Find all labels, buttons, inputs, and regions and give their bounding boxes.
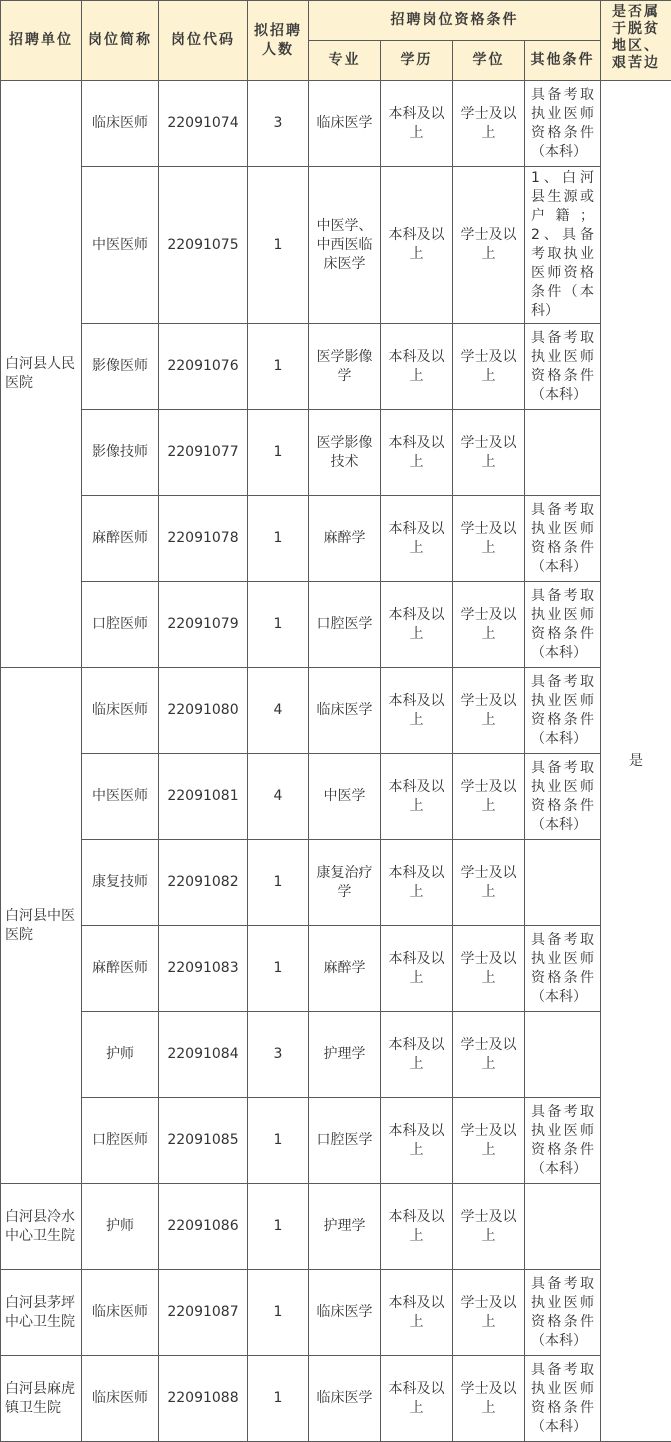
major-cell: 临床医学 [309, 81, 381, 167]
count-cell: 1 [248, 496, 309, 582]
major-cell: 护理学 [309, 1184, 381, 1270]
count-cell: 1 [248, 410, 309, 496]
header-unit: 招聘单位 [1, 1, 82, 81]
education-cell: 本科及以上 [381, 926, 453, 1012]
major-cell: 医学影像学 [309, 324, 381, 410]
post-code-cell: 22091088 [159, 1356, 248, 1442]
major-cell: 临床医学 [309, 668, 381, 754]
count-cell: 1 [248, 582, 309, 668]
major-cell: 医学影像技术 [309, 410, 381, 496]
other-conditions-cell: 具备考取执业医师资格条件（本科） [525, 668, 601, 754]
education-cell: 本科及以上 [381, 668, 453, 754]
deprived-area-cell: 是 [601, 81, 671, 1442]
degree-cell: 学士及以上 [453, 1098, 525, 1184]
table-row [1, 582, 671, 668]
post-name-cell: 中医医师 [82, 754, 159, 840]
count-cell: 1 [248, 324, 309, 410]
education-cell: 本科及以上 [381, 167, 453, 324]
degree-cell: 学士及以上 [453, 324, 525, 410]
major-cell: 口腔医学 [309, 1098, 381, 1184]
education-cell: 本科及以上 [381, 496, 453, 582]
major-cell: 中医学、中西医临床医学 [309, 167, 381, 324]
major-cell: 中医学 [309, 754, 381, 840]
post-code-cell: 22091087 [159, 1270, 248, 1356]
degree-cell: 学士及以上 [453, 1270, 525, 1356]
count-cell: 1 [248, 1184, 309, 1270]
post-name-cell: 口腔医师 [82, 582, 159, 668]
post-name-cell: 口腔医师 [82, 1098, 159, 1184]
other-conditions-cell: 具备考取执业医师资格条件（本科） [525, 926, 601, 1012]
table-row [1, 840, 671, 926]
post-code-cell: 22091079 [159, 582, 248, 668]
post-code-cell: 22091081 [159, 754, 248, 840]
degree-cell: 学士及以上 [453, 167, 525, 324]
post-code-cell: 22091083 [159, 926, 248, 1012]
post-name-cell: 中医医师 [82, 167, 159, 324]
post-code-cell: 22091075 [159, 167, 248, 324]
major-cell: 护理学 [309, 1012, 381, 1098]
table-row [1, 1098, 671, 1184]
other-conditions-cell: 具备考取执业医师资格条件（本科） [525, 1356, 601, 1442]
post-code-cell: 22091080 [159, 668, 248, 754]
other-conditions-cell [525, 1012, 601, 1098]
unit-cell: 白河县冷水中心卫生院 [1, 1184, 82, 1270]
other-conditions-cell: 具备考取执业医师资格条件（本科） [525, 1270, 601, 1356]
degree-cell: 学士及以上 [453, 926, 525, 1012]
count-cell: 3 [248, 81, 309, 167]
header-post-name: 岗位简称 [82, 1, 159, 81]
education-cell: 本科及以上 [381, 1098, 453, 1184]
count-cell: 1 [248, 1270, 309, 1356]
other-conditions-cell [525, 410, 601, 496]
degree-cell: 学士及以上 [453, 840, 525, 926]
education-cell: 本科及以上 [381, 1356, 453, 1442]
degree-cell: 学士及以上 [453, 754, 525, 840]
header-education: 学历 [381, 41, 453, 81]
education-cell: 本科及以上 [381, 1270, 453, 1356]
other-conditions-cell: 具备考取执业医师资格条件（本科） [525, 582, 601, 668]
degree-cell: 学士及以上 [453, 81, 525, 167]
table-row [1, 1012, 671, 1098]
degree-cell: 学士及以上 [453, 1356, 525, 1442]
table-row [1, 81, 671, 167]
count-cell: 1 [248, 167, 309, 324]
post-code-cell: 22091078 [159, 496, 248, 582]
count-cell: 1 [248, 1098, 309, 1184]
header-degree: 学位 [453, 41, 525, 81]
other-conditions-cell [525, 1184, 601, 1270]
degree-cell: 学士及以上 [453, 1184, 525, 1270]
header-count: 拟招聘人数 [248, 1, 309, 81]
degree-cell: 学士及以上 [453, 410, 525, 496]
post-code-cell: 22091076 [159, 324, 248, 410]
table-row [1, 410, 671, 496]
table-row [1, 167, 671, 324]
count-cell: 4 [248, 668, 309, 754]
other-conditions-cell [525, 840, 601, 926]
other-conditions-cell: 具备考取执业医师资格条件（本科） [525, 81, 601, 167]
education-cell: 本科及以上 [381, 582, 453, 668]
header-major: 专业 [309, 41, 381, 81]
major-cell: 麻醉学 [309, 926, 381, 1012]
other-conditions-cell: 具备考取执业医师资格条件（本科） [525, 496, 601, 582]
post-name-cell: 临床医师 [82, 1270, 159, 1356]
post-code-cell: 22091084 [159, 1012, 248, 1098]
major-cell: 康复治疗学 [309, 840, 381, 926]
education-cell: 本科及以上 [381, 840, 453, 926]
major-cell: 麻醉学 [309, 496, 381, 582]
post-name-cell: 影像医师 [82, 324, 159, 410]
education-cell: 本科及以上 [381, 1184, 453, 1270]
post-name-cell: 临床医师 [82, 668, 159, 754]
post-code-cell: 22091074 [159, 81, 248, 167]
post-name-cell: 护师 [82, 1012, 159, 1098]
count-cell: 1 [248, 840, 309, 926]
table-row [1, 324, 671, 410]
table-row [1, 1184, 671, 1270]
major-cell: 临床医学 [309, 1270, 381, 1356]
unit-cell: 白河县麻虎镇卫生院 [1, 1356, 82, 1442]
count-cell: 3 [248, 1012, 309, 1098]
unit-cell: 白河县茅坪中心卫生院 [1, 1270, 82, 1356]
degree-cell: 学士及以上 [453, 582, 525, 668]
post-name-cell: 影像技师 [82, 410, 159, 496]
education-cell: 本科及以上 [381, 324, 453, 410]
post-code-cell: 22091082 [159, 840, 248, 926]
post-name-cell: 康复技师 [82, 840, 159, 926]
table-row [1, 1356, 671, 1442]
post-name-cell: 临床医师 [82, 1356, 159, 1442]
other-conditions-cell: 具备考取执业医师资格条件（本科） [525, 754, 601, 840]
table-row [1, 754, 671, 840]
table-row [1, 1270, 671, 1356]
header-qualifications: 招聘岗位资格条件 [309, 1, 601, 41]
other-conditions-cell: 具备考取执业医师资格条件（本科） [525, 1098, 601, 1184]
post-code-cell: 22091077 [159, 410, 248, 496]
header-deprived-area: 是否属于脱贫地区、艰苦边 [601, 1, 671, 81]
education-cell: 本科及以上 [381, 410, 453, 496]
post-name-cell: 临床医师 [82, 81, 159, 167]
table-row [1, 668, 671, 754]
education-cell: 本科及以上 [381, 81, 453, 167]
count-cell: 1 [248, 1356, 309, 1442]
post-name-cell: 麻醉医师 [82, 926, 159, 1012]
post-code-cell: 22091085 [159, 1098, 248, 1184]
degree-cell: 学士及以上 [453, 668, 525, 754]
education-cell: 本科及以上 [381, 754, 453, 840]
education-cell: 本科及以上 [381, 1012, 453, 1098]
unit-cell: 白河县人民医院 [1, 81, 82, 668]
table-row [1, 926, 671, 1012]
count-cell: 1 [248, 926, 309, 1012]
other-conditions-cell: 具备考取执业医师资格条件（本科） [525, 324, 601, 410]
post-name-cell: 麻醉医师 [82, 496, 159, 582]
count-cell: 4 [248, 754, 309, 840]
unit-cell: 白河县中医医院 [1, 668, 82, 1184]
header-post-code: 岗位代码 [159, 1, 248, 81]
table-row [1, 496, 671, 582]
other-conditions-cell: 1、白河县生源或户籍；2、具备考取执业医师资格条件（本科） [525, 167, 601, 324]
major-cell: 临床医学 [309, 1356, 381, 1442]
post-code-cell: 22091086 [159, 1184, 248, 1270]
post-name-cell: 护师 [82, 1184, 159, 1270]
degree-cell: 学士及以上 [453, 496, 525, 582]
header-other-conditions: 其他条件 [525, 41, 601, 81]
degree-cell: 学士及以上 [453, 1012, 525, 1098]
major-cell: 口腔医学 [309, 582, 381, 668]
